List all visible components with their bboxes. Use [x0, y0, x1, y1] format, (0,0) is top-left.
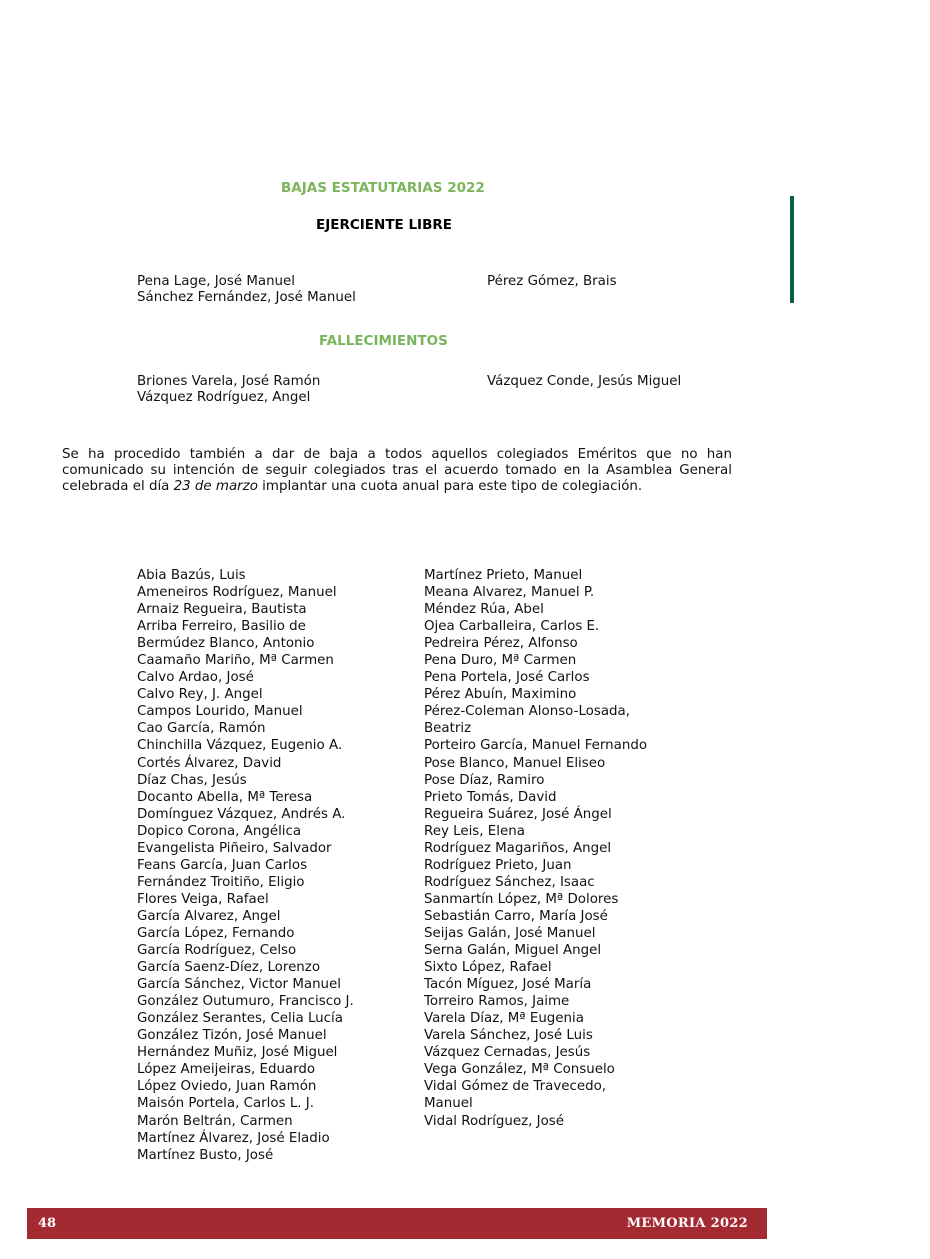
fallecimientos-left-list — [137, 374, 320, 406]
list-item: Martínez Busto, José — [137, 1147, 274, 1163]
paragraph-text: Se ha procedido también a dar de baja a todos aquellos colegiados Eméritos que no han comunicado su intención de seguir colegiados tras el acuerdo tomado en la Asamblea General celebrada el día — [62, 447, 732, 494]
list-item: Briones Varela, José Ramón — [137, 374, 321, 389]
paragraph-date: 23 de marzo — [173, 479, 258, 494]
list-item: Rodríguez Sánchez, Isaac — [424, 874, 595, 890]
list-item: Cortés Álvarez, David — [137, 755, 282, 771]
list-item: Cao García, Ramón — [137, 721, 266, 737]
list-item: Seijas Galán, José Manuel — [424, 925, 596, 941]
list-item: Méndez Rúa, Abel — [424, 602, 544, 618]
list-item: Pose Díaz, Ramiro — [424, 772, 545, 788]
list-item: Calvo Rey, J. Angel — [137, 687, 263, 703]
list-item: Dopico Corona, Angélica — [137, 823, 302, 839]
list-item: Vega González, Mª Consuelo — [424, 1062, 615, 1078]
list-item: Calvo Ardao, José — [137, 670, 254, 686]
list-item: Varela Díaz, Mª Eugenia — [424, 1011, 584, 1027]
list-item: Domínguez Vázquez, Andrés A. — [137, 806, 346, 822]
paragraph-text-end: implantar una cuota anual para este tipo de colegiación. — [257, 479, 643, 494]
list-item: García Sánchez, Victor Manuel — [137, 977, 342, 993]
list-item: Vázquez Conde, Jesús Miguel — [487, 374, 682, 389]
list-item: Sánchez Fernández, José Manuel — [137, 290, 356, 305]
list-item: Flores Veiga, Rafael — [137, 891, 269, 907]
list-item: López Ameijeiras, Eduardo — [137, 1062, 316, 1078]
list-item: González Serantes, Celia Lucía — [137, 1011, 343, 1027]
list-item: González Tizón, José Manuel — [137, 1028, 327, 1044]
emeritos-right-list — [424, 567, 647, 1130]
list-item: López Oviedo, Juan Ramón — [137, 1079, 317, 1095]
emeritos-paragraph — [62, 447, 732, 495]
list-item: Díaz Chas, Jesús — [137, 772, 247, 788]
list-item: Pérez Gómez, Brais — [487, 274, 617, 289]
list-item: Martínez Álvarez, José Eladio — [137, 1130, 330, 1146]
list-item: Docanto Abella, Mª Teresa — [137, 789, 313, 805]
list-item: Vázquez Rodríguez, Angel — [137, 390, 311, 405]
list-item: Porteiro García, Manuel Fernando — [424, 738, 648, 754]
list-item: Vázquez Cernadas, Jesús — [424, 1045, 591, 1061]
list-item: Campos Lourido, Manuel — [137, 704, 303, 720]
list-item: Sebastián Carro, María José — [424, 908, 608, 924]
list-item: Chinchilla Vázquez, Eugenio A. — [137, 738, 343, 754]
list-item: Vidal Gómez de Travecedo, — [424, 1079, 607, 1095]
list-item: Torreiro Ramos, Jaime — [424, 994, 570, 1010]
list-item: Serna Galán, Miguel Angel — [424, 943, 602, 959]
list-item: Vidal Rodríguez, José — [424, 1113, 565, 1129]
list-item: Sixto López, Rafael — [424, 960, 552, 976]
emeritos-left-list — [137, 567, 354, 1164]
list-item: Rodríguez Magariños, Angel — [424, 840, 612, 856]
list-item: Pena Lage, José Manuel — [137, 274, 296, 289]
list-item: Evangelista Piñeiro, Salvador — [137, 840, 332, 856]
list-item: Hernández Muñiz, José Miguel — [137, 1045, 338, 1061]
list-item: Pérez Abuín, Maximino — [424, 687, 577, 703]
list-item: Maisón Portela, Carlos L. J. — [137, 1096, 315, 1112]
list-item: Marón Beltrán, Carmen — [137, 1113, 293, 1129]
list-item: Rodríguez Prieto, Juan — [424, 857, 572, 873]
list-item: García Saenz-Díez, Lorenzo — [137, 960, 321, 976]
list-item: Bermúdez Blanco, Antonio — [137, 636, 315, 652]
list-item: Sanmartín López, Mª Dolores — [424, 891, 619, 907]
list-item: García Alvarez, Angel — [137, 908, 281, 924]
section-title: BAJAS ESTATUTARIAS 2022 — [281, 180, 485, 196]
list-item: Pedreira Pérez, Alfonso — [424, 636, 578, 652]
list-item: Fernández Troitiño, Eligio — [137, 874, 305, 890]
fallecimientos-heading: FALLECIMIENTOS — [319, 333, 448, 349]
ejerciente-heading: EJERCIENTE LIBRE — [316, 217, 452, 233]
list-item: González Outumuro, Francisco J. — [137, 994, 354, 1010]
list-item: García Rodríguez, Celso — [137, 943, 297, 959]
list-item: Ojea Carballeira, Carlos E. — [424, 619, 600, 635]
list-item: Feans García, Juan Carlos — [137, 857, 308, 873]
fallecimientos-right-list — [487, 374, 681, 390]
list-item: Arriba Ferreiro, Basilio de — [137, 619, 306, 635]
list-item: Manuel — [424, 1096, 473, 1112]
list-item: Varela Sánchez, José Luis — [424, 1028, 593, 1044]
page-number: 48 — [38, 1216, 57, 1231]
list-item: Arnaiz Regueira, Bautista — [137, 602, 307, 618]
list-item: Abia Bazús, Luis — [137, 568, 246, 583]
list-item: Pose Blanco, Manuel Eliseo — [424, 755, 606, 771]
list-item: García López, Fernando — [137, 925, 295, 941]
footer-title: MEMORIA 2022 — [626, 1216, 748, 1231]
list-item: Ameneiros Rodríguez, Manuel — [137, 585, 337, 601]
ejerciente-left-list — [137, 274, 356, 306]
list-item: Martínez Prieto, Manuel — [424, 568, 583, 583]
footer-bar — [27, 1208, 767, 1239]
list-item: Caamaño Mariño, Mª Carmen — [137, 653, 334, 669]
ejerciente-right-list — [487, 274, 617, 290]
list-item: Pérez-Coleman Alonso-Losada, — [424, 704, 631, 720]
list-item: Pena Portela, José Carlos — [424, 670, 590, 686]
list-item: Tacón Míguez, José María — [424, 977, 592, 993]
list-item: Pena Duro, Mª Carmen — [424, 653, 577, 669]
accent-bar — [790, 196, 794, 303]
list-item: Beatriz — [424, 721, 472, 737]
list-item: Meana Alvarez, Manuel P. — [424, 585, 595, 601]
list-item: Prieto Tomás, David — [424, 789, 557, 805]
list-item: Rey Leis, Elena — [424, 823, 525, 839]
list-item: Regueira Suárez, José Ángel — [424, 806, 612, 822]
